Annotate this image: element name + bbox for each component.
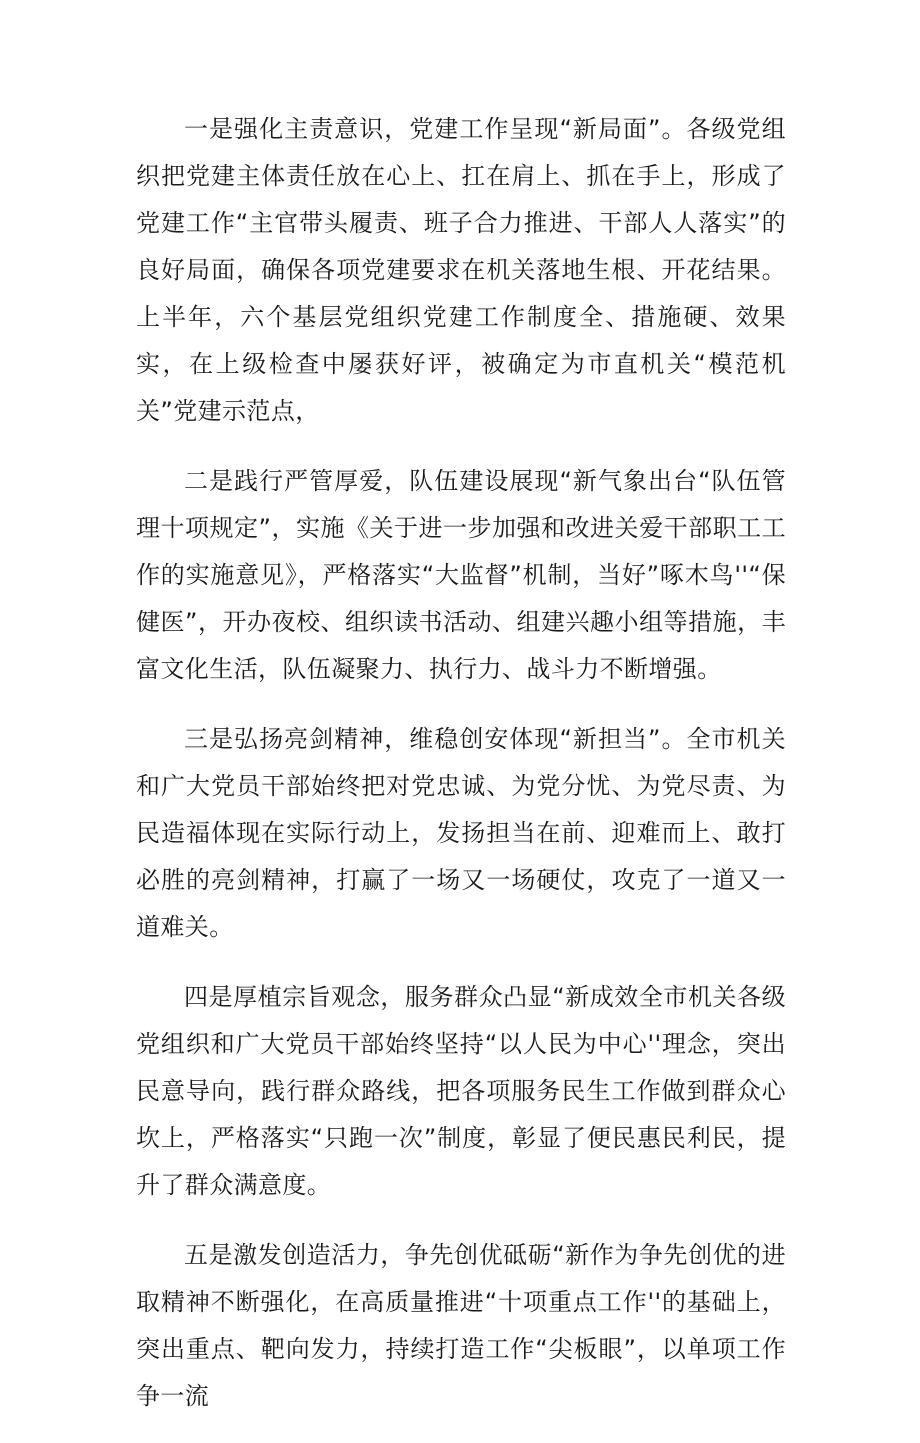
paragraph-1: 一是强化主责意识，党建工作呈现“新局面”。各级党组织把党建主体责任放在心上、扛在肩上、抓在手上，形成了党建工作“主官带头履责、班子合力推进、干部人人落实”的良好局面，确保各项党建要求在机关落地生根、开花结果。上半年，六个基层党组织党建工作制度全、措施硬、效果实，在上级检查中屡获好评，被确定为市直机关“模范机关”党建示范点， xyxy=(136,115,786,425)
paragraph-4: 四是厚植宗旨观念，服务群众凸显“新成效全市机关各级党组织和广大党员干部始终坚持“以人民为中心''理念，突出民意导向，践行群众路线，把各项服务民生工作做到群众心坎上，严格落实“只跑一次”制度，彰显了便民惠民利民，提升了群众满意度。 xyxy=(136,983,786,1199)
paragraph-3: 三是弘扬亮剑精神，维稳创安体现“新担当”。全市机关和广大党员干部始终把对党忠诚、为党分忧、为党尽责、为民造福体现在实际行动上，发扬担当在前、迎难而上、敢打必胜的亮剑精神，打赢了一场又一场硬仗，攻克了一道又一道难关。 xyxy=(136,725,786,941)
document-body xyxy=(136,106,786,1443)
paragraph-5: 五是激发创造活力，争先创优砥砺“新作为争先创优的进取精神不断强化，在高质量推进“十项重点工作''的基础上，突出重点、靶向发力，持续打造工作“尖板眼”，以单项工作争一流 xyxy=(136,1241,786,1410)
paragraph-2: 二是践行严管厚爱，队伍建设展现“新气象出台“队伍管理十项规定”，实施《关于进一步加强和改进关爱干部职工工作的实施意见》，严格落实“大监督”机制，当好”啄木鸟''“保健医”，开办夜校、组织读书活动、组建兴趣小组等措施，丰富文化生活，队伍凝聚力、执行力、战斗力不断增强。 xyxy=(136,467,786,683)
